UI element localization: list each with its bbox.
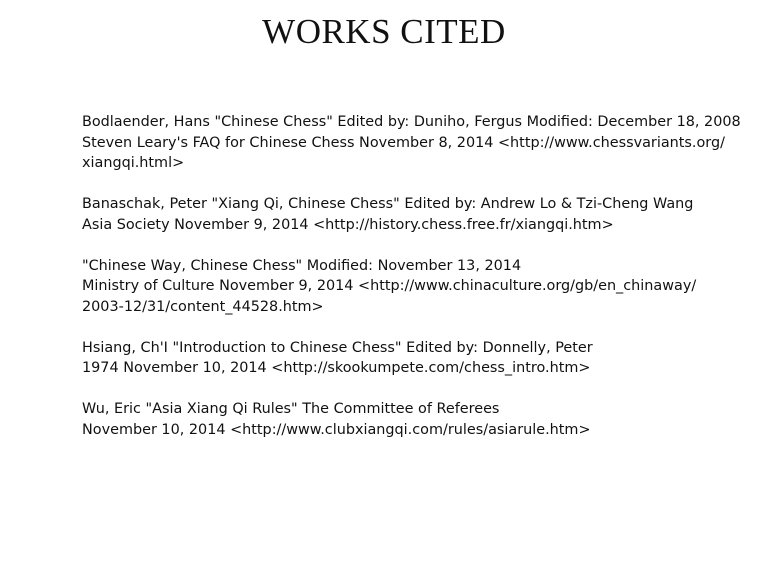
citation-line: Ministry of Culture November 9, 2014 <http://www.chinaculture.org/gb/en_chinaway/ bbox=[82, 278, 697, 294]
citation-line: xiangqi.html> bbox=[82, 155, 185, 171]
citation-entry bbox=[82, 338, 742, 379]
citation-line: November 10, 2014 <http://www.clubxiangqi.com/rules/asiarule.htm> bbox=[82, 421, 591, 438]
citation-list bbox=[82, 112, 742, 461]
citation-line: 1974 November 10, 2014 <http://skookumpete.com/chess_intro.htm> bbox=[82, 360, 591, 376]
citation-line: "Chinese Way, Chinese Chess" Modified: November 13, 2014 bbox=[82, 257, 522, 274]
citation-line: Wu, Eric "Asia Xiang Qi Rules" The Committee of Referees bbox=[82, 401, 500, 417]
citation-line: Asia Society November 9, 2014 <http://history.chess.free.fr/xiangqi.htm> bbox=[82, 216, 614, 233]
citation-line: 2003-12/31/content_44528.htm> bbox=[82, 298, 324, 315]
citation-line: Hsiang, Ch'I "Introduction to Chinese Chess" Edited by: Donnelly, Peter bbox=[82, 339, 593, 356]
citation-line: Banaschak, Peter "Xiang Qi, Chinese Chess" Edited by: Andrew Lo & Tzi-Cheng Wang bbox=[82, 196, 694, 212]
citation-entry bbox=[82, 194, 742, 235]
citation-entry bbox=[82, 399, 742, 440]
citation-line: Bodlaender, Hans "Chinese Chess" Edited by: Duniho, Fergus Modified: December 18, 2008 bbox=[82, 114, 741, 130]
citation-line: Steven Leary's FAQ for Chinese Chess November 8, 2014 <http://www.chessvariants.org/ bbox=[82, 134, 725, 151]
page-title: WORKS CITED bbox=[262, 12, 506, 51]
citation-entry bbox=[82, 256, 742, 318]
citation-entry bbox=[82, 112, 742, 174]
